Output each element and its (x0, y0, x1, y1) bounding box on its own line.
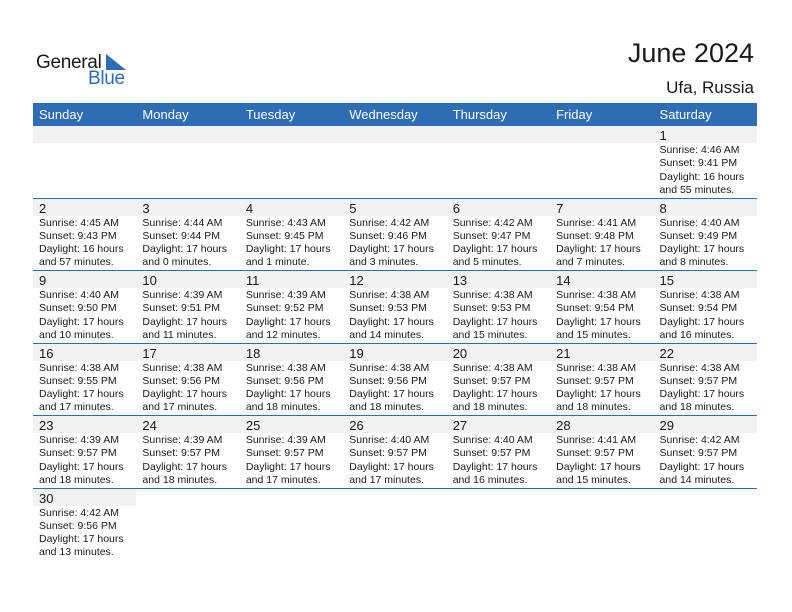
day-number: 27 (452, 418, 468, 433)
daylight-text: Daylight: 17 hours (245, 243, 331, 256)
daylight-text: Daylight: 17 hours (556, 460, 641, 473)
daylight-text: and 55 minutes. (659, 183, 735, 196)
daylight-text: and 11 minutes. (142, 328, 217, 341)
day-details (453, 362, 538, 415)
week-row (33, 344, 757, 417)
sunset-text: Sunset: 9:53 PM (349, 302, 427, 315)
sunrise-text: Sunrise: 4:39 AM (245, 289, 326, 301)
day-details (556, 362, 641, 415)
week-row (33, 489, 757, 562)
sunrise-text: Sunrise: 4:41 AM (556, 434, 637, 446)
sunrise-text: Sunrise: 4:38 AM (39, 361, 119, 374)
sunrise-text: Sunrise: 4:40 AM (349, 434, 430, 446)
sunrise-text: Sunrise: 4:46 AM (659, 144, 740, 156)
day-cell (33, 199, 136, 271)
daylight-text: and 14 minutes. (659, 473, 735, 486)
sunset-text: Sunset: 9:56 PM (142, 374, 221, 387)
sunset-text: Sunset: 9:49 PM (659, 229, 738, 242)
day-cell (33, 271, 136, 343)
day-cell (240, 344, 343, 416)
daylight-text: and 15 minutes. (452, 328, 528, 341)
daylight-text: and 17 minutes. (349, 473, 424, 486)
day-details (39, 289, 124, 342)
daylight-text: Daylight: 17 hours (452, 315, 538, 328)
day-cell (654, 344, 757, 416)
sunrise-text: Sunrise: 4:39 AM (142, 434, 223, 446)
daylight-text: Daylight: 17 hours (142, 315, 228, 328)
day-number: 16 (39, 345, 54, 361)
daylight-text: Daylight: 17 hours (349, 388, 434, 401)
logo (36, 52, 136, 92)
sunset-text: Sunset: 9:55 PM (39, 374, 117, 387)
day-cell (343, 126, 446, 198)
daylight-text: and 57 minutes. (39, 256, 114, 269)
daylight-text: and 16 minutes. (452, 473, 528, 486)
empty-day-band (240, 126, 343, 143)
day-cell (240, 271, 343, 343)
day-cell (654, 126, 757, 198)
sunrise-text: Sunrise: 4:38 AM (349, 289, 430, 301)
sunrise-text: Sunrise: 4:38 AM (659, 289, 740, 301)
day-cell (33, 126, 136, 198)
day-details (142, 434, 227, 487)
daylight-text: and 18 minutes. (349, 401, 424, 414)
daylight-text: and 3 minutes. (349, 256, 419, 269)
day-cell (343, 271, 446, 343)
day-cell (136, 416, 239, 488)
day-details (349, 217, 434, 270)
day-cell (550, 489, 653, 562)
weekday-header (33, 103, 757, 126)
day-cell (343, 199, 446, 271)
daylight-text: Daylight: 17 hours (659, 388, 745, 401)
day-cell (343, 416, 446, 488)
day-cell (240, 199, 343, 271)
day-cell (550, 271, 653, 343)
empty-day-band (136, 126, 239, 143)
sunset-text: Sunset: 9:57 PM (452, 374, 531, 387)
day-details (246, 289, 331, 342)
daylight-text: and 12 minutes. (245, 328, 321, 341)
empty-day-band (550, 126, 653, 143)
empty-day-band (343, 126, 446, 143)
day-details (246, 434, 331, 487)
daylight-text: Daylight: 17 hours (349, 315, 434, 328)
daylight-text: and 17 minutes. (245, 473, 321, 486)
day-details (39, 434, 124, 487)
day-number: 26 (349, 418, 364, 433)
daylight-text: Daylight: 17 hours (142, 460, 228, 473)
daylight-text: Daylight: 17 hours (349, 243, 434, 256)
daylight-text: Daylight: 17 hours (452, 460, 538, 473)
daylight-text: and 18 minutes. (659, 401, 735, 414)
empty-day-band (447, 126, 550, 143)
day-cell (136, 489, 239, 562)
day-number: 29 (659, 418, 674, 433)
daylight-text: Daylight: 16 hours (659, 170, 745, 183)
sunrise-text: Sunrise: 4:44 AM (142, 216, 223, 229)
sunrise-text: Sunrise: 4:38 AM (556, 361, 637, 374)
day-cell (654, 416, 757, 488)
day-number: 5 (349, 200, 357, 216)
day-cell (550, 416, 653, 488)
weekday-tuesday: Tuesday (245, 107, 296, 122)
sunrise-text: Sunrise: 4:38 AM (245, 361, 326, 374)
daylight-text: and 18 minutes. (452, 401, 528, 414)
day-details (142, 217, 227, 270)
sunset-text: Sunset: 9:50 PM (39, 302, 117, 315)
day-number: 28 (556, 418, 571, 433)
sunset-text: Sunset: 9:56 PM (245, 374, 324, 387)
day-number: 11 (245, 273, 260, 288)
daylight-text: Daylight: 17 hours (39, 315, 124, 328)
day-details (349, 362, 434, 415)
day-details (453, 434, 538, 487)
day-cell (447, 271, 550, 343)
daylight-text: Daylight: 17 hours (556, 388, 641, 401)
daylight-text: Daylight: 17 hours (659, 315, 745, 328)
day-details (556, 434, 641, 487)
day-cell (136, 126, 239, 198)
day-number: 18 (245, 345, 261, 361)
sunset-text: Sunset: 9:45 PM (245, 229, 324, 242)
day-cell (343, 344, 446, 416)
daylight-text: Daylight: 17 hours (659, 460, 745, 473)
sunset-text: Sunset: 9:41 PM (659, 157, 738, 170)
day-details (246, 217, 331, 270)
daylight-text: and 18 minutes. (142, 473, 218, 486)
day-number-band (654, 126, 757, 143)
daylight-text: and 18 minutes. (39, 473, 114, 486)
day-cell (33, 344, 136, 416)
daylight-text: and 18 minutes. (245, 401, 321, 414)
sunrise-text: Sunrise: 4:39 AM (39, 434, 119, 446)
day-details (142, 289, 227, 342)
sunrise-text: Sunrise: 4:38 AM (659, 361, 740, 374)
daylight-text: Daylight: 17 hours (142, 243, 228, 256)
day-number: 25 (245, 418, 261, 433)
day-number: 22 (659, 345, 674, 361)
page-title: June 2024 (627, 38, 754, 68)
day-cell (240, 489, 343, 562)
day-cell (240, 416, 343, 488)
sunrise-text: Sunrise: 4:38 AM (556, 289, 637, 301)
sunset-text: Sunset: 9:57 PM (452, 447, 531, 460)
daylight-text: and 7 minutes. (556, 256, 625, 269)
day-details (660, 217, 745, 270)
day-cell (136, 344, 239, 416)
day-number: 4 (245, 200, 254, 216)
week-row (33, 271, 757, 344)
daylight-text: Daylight: 17 hours (39, 533, 124, 546)
daylight-text: and 15 minutes. (556, 328, 631, 341)
day-cell (550, 199, 653, 271)
day-number-band (240, 199, 343, 216)
sunset-text: Sunset: 9:57 PM (142, 447, 221, 460)
day-details (349, 289, 434, 342)
day-number: 19 (349, 345, 364, 361)
daylight-text: Daylight: 17 hours (452, 388, 538, 401)
day-cell (33, 489, 136, 562)
day-details (660, 289, 745, 342)
sunset-text: Sunset: 9:56 PM (349, 374, 427, 387)
day-details (349, 434, 434, 487)
day-number-band (33, 271, 136, 288)
sunrise-text: Sunrise: 4:42 AM (39, 506, 119, 519)
weekday-saturday: Saturday (659, 107, 712, 122)
week-row (33, 126, 757, 199)
day-number: 12 (349, 273, 364, 288)
sunrise-text: Sunrise: 4:38 AM (452, 361, 533, 374)
sunrise-text: Sunrise: 4:42 AM (452, 216, 533, 229)
day-cell (33, 416, 136, 488)
daylight-text: Daylight: 17 hours (556, 243, 641, 256)
sunset-text: Sunset: 9:56 PM (39, 519, 117, 532)
day-number: 20 (452, 345, 468, 361)
day-number: 21 (556, 345, 571, 361)
sunset-text: Sunset: 9:52 PM (245, 302, 324, 315)
daylight-text: and 13 minutes. (39, 546, 114, 559)
day-number: 13 (452, 273, 468, 288)
weekday-friday: Friday (556, 107, 593, 122)
day-number: 30 (39, 490, 54, 506)
day-number: 7 (556, 200, 564, 216)
day-details (556, 217, 641, 270)
day-cell (654, 489, 757, 562)
sunrise-text: Sunrise: 4:38 AM (349, 361, 430, 374)
day-number-band (136, 199, 239, 216)
daylight-text: Daylight: 17 hours (452, 243, 538, 256)
day-number: 2 (39, 200, 47, 216)
day-number-band (447, 199, 550, 216)
daylight-text: and 17 minutes. (39, 401, 114, 414)
day-number: 15 (659, 273, 674, 288)
day-cell (447, 199, 550, 271)
weekday-wednesday: Wednesday (349, 107, 418, 122)
daylight-text: and 10 minutes. (39, 328, 114, 341)
sunset-text: Sunset: 9:43 PM (39, 229, 117, 242)
sunset-text: Sunset: 9:57 PM (349, 447, 427, 460)
day-number: 23 (39, 418, 54, 433)
sunset-text: Sunset: 9:53 PM (452, 302, 531, 315)
day-details (246, 362, 331, 415)
day-cell (447, 126, 550, 198)
sunrise-text: Sunrise: 4:42 AM (349, 216, 430, 229)
sunrise-text: Sunrise: 4:42 AM (659, 434, 740, 446)
daylight-text: and 15 minutes. (556, 473, 631, 486)
sunrise-text: Sunrise: 4:45 AM (39, 216, 119, 229)
daylight-text: and 18 minutes. (556, 401, 631, 414)
day-number-band (343, 199, 446, 216)
day-details (39, 362, 124, 415)
sunset-text: Sunset: 9:57 PM (659, 374, 738, 387)
day-number: 17 (142, 345, 157, 361)
day-details (39, 217, 124, 270)
daylight-text: Daylight: 16 hours (39, 243, 124, 256)
day-number: 8 (659, 200, 667, 216)
week-row (33, 199, 757, 272)
day-cell (654, 199, 757, 271)
day-details (556, 289, 641, 342)
sunrise-text: Sunrise: 4:38 AM (142, 361, 223, 374)
daylight-text: Daylight: 17 hours (245, 315, 331, 328)
sunset-text: Sunset: 9:48 PM (556, 229, 634, 242)
day-number: 3 (142, 200, 150, 216)
day-details (660, 144, 745, 197)
location-subtitle: Ufa, Russia (666, 78, 754, 97)
day-details (39, 507, 124, 560)
day-cell (550, 344, 653, 416)
day-number: 10 (142, 273, 157, 288)
weekday-thursday: Thursday (452, 107, 507, 122)
calendar-weeks (33, 126, 757, 561)
day-cell (447, 416, 550, 488)
daylight-text: and 5 minutes. (452, 256, 522, 269)
sunset-text: Sunset: 9:54 PM (556, 302, 634, 315)
sunset-text: Sunset: 9:51 PM (142, 302, 221, 315)
sunset-text: Sunset: 9:57 PM (39, 447, 117, 460)
day-details (660, 434, 745, 487)
sunrise-text: Sunrise: 4:43 AM (245, 216, 326, 229)
day-number-band (33, 199, 136, 216)
day-number: 9 (39, 273, 47, 288)
day-details (142, 362, 227, 415)
sunset-text: Sunset: 9:44 PM (142, 229, 221, 242)
daylight-text: Daylight: 17 hours (245, 388, 331, 401)
day-cell (447, 489, 550, 562)
weekday-sunday: Sunday (39, 107, 84, 122)
day-number-band (550, 199, 653, 216)
sunset-text: Sunset: 9:57 PM (659, 447, 738, 460)
daylight-text: Daylight: 17 hours (142, 388, 228, 401)
daylight-text: Daylight: 17 hours (245, 460, 331, 473)
day-cell (447, 344, 550, 416)
sunset-text: Sunset: 9:57 PM (245, 447, 324, 460)
daylight-text: and 14 minutes. (349, 328, 424, 341)
daylight-text: and 16 minutes. (659, 328, 735, 341)
day-number-band (654, 199, 757, 216)
daylight-text: and 1 minute. (245, 256, 310, 269)
day-number: 6 (452, 200, 460, 216)
sunrise-text: Sunrise: 4:38 AM (452, 289, 533, 301)
day-cell (136, 199, 239, 271)
day-number: 24 (142, 418, 157, 433)
day-cell (240, 126, 343, 198)
sunrise-text: Sunrise: 4:39 AM (245, 434, 326, 446)
daylight-text: and 17 minutes. (142, 401, 218, 414)
sunset-text: Sunset: 9:57 PM (556, 447, 634, 460)
day-cell (136, 271, 239, 343)
sunset-text: Sunset: 9:54 PM (659, 302, 738, 315)
week-row (33, 416, 757, 489)
day-number: 14 (556, 273, 571, 288)
day-cell (654, 271, 757, 343)
day-cell (550, 126, 653, 198)
sunrise-text: Sunrise: 4:40 AM (452, 434, 533, 446)
day-details (660, 362, 745, 415)
logo-word-general: General (36, 52, 102, 73)
daylight-text: Daylight: 17 hours (39, 460, 124, 473)
day-number: 1 (659, 128, 667, 143)
sunset-text: Sunset: 9:46 PM (349, 229, 427, 242)
sunset-text: Sunset: 9:47 PM (452, 229, 531, 242)
sunrise-text: Sunrise: 4:41 AM (556, 216, 637, 229)
calendar-grid (33, 103, 757, 561)
sunrise-text: Sunrise: 4:40 AM (659, 216, 740, 229)
daylight-text: Daylight: 17 hours (556, 315, 641, 328)
daylight-text: Daylight: 17 hours (39, 388, 124, 401)
weekday-monday: Monday (142, 107, 189, 122)
empty-day-band (33, 126, 136, 143)
daylight-text: and 0 minutes. (142, 256, 212, 269)
sunrise-text: Sunrise: 4:40 AM (39, 289, 119, 301)
sunset-text: Sunset: 9:57 PM (556, 374, 634, 387)
logo-word-blue: Blue (88, 68, 125, 89)
day-details (453, 289, 538, 342)
daylight-text: Daylight: 17 hours (349, 460, 434, 473)
daylight-text: Daylight: 17 hours (659, 243, 745, 256)
sunrise-text: Sunrise: 4:39 AM (142, 289, 223, 301)
day-cell (343, 489, 446, 562)
day-details (453, 217, 538, 270)
daylight-text: and 8 minutes. (659, 256, 729, 269)
